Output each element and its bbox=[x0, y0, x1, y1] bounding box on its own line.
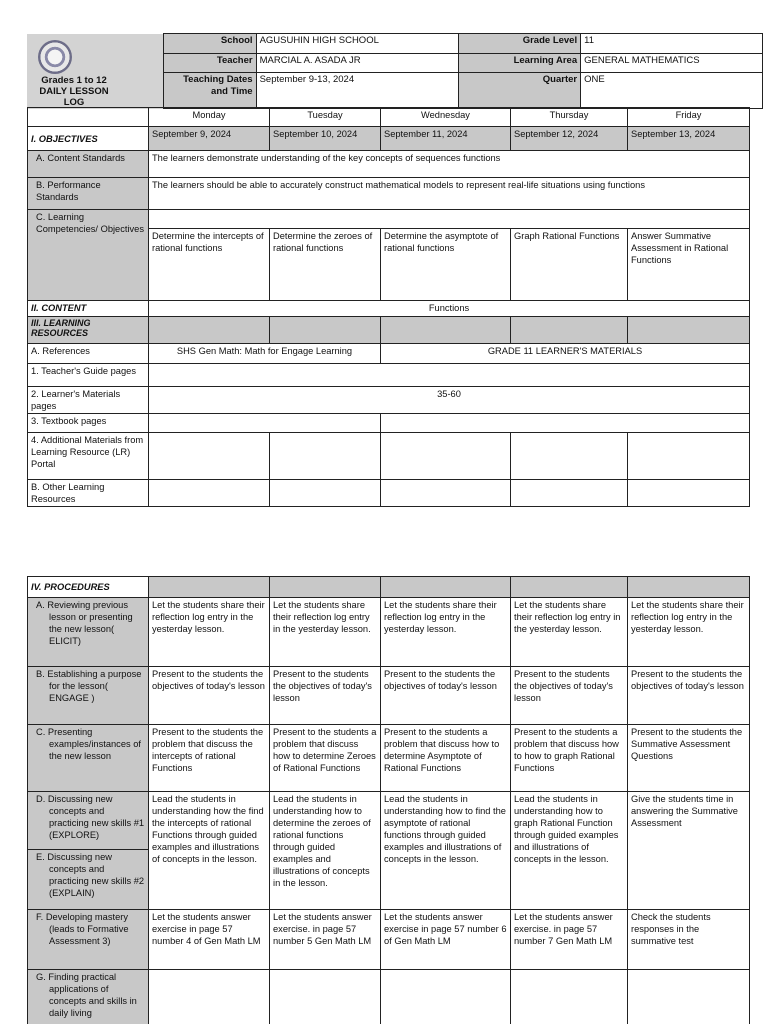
row-label: Content Standards bbox=[47, 153, 125, 163]
additional-materials-thursday bbox=[511, 433, 628, 480]
row-letter: C. bbox=[36, 727, 46, 737]
procedures-gray-cell bbox=[381, 577, 511, 598]
procedures-gray-cell bbox=[270, 577, 381, 598]
procedures-gray-cell bbox=[628, 577, 750, 598]
procedure-a-label bbox=[28, 598, 149, 667]
quarter-value: ONE bbox=[581, 73, 763, 109]
date-wednesday: September 11, 2024 bbox=[381, 127, 511, 151]
deped-seal-icon bbox=[38, 40, 72, 74]
procedure-c-wednesday: Present to the students a problem that discuss how to determine Asymptote of Rational Functions bbox=[381, 725, 511, 792]
procedure-f-friday: Check the students responses in the summative test bbox=[628, 910, 750, 970]
procedure-b-tuesday: Present to the students the objectives of today's lesson bbox=[270, 667, 381, 725]
row-label: Reviewing previous lesson or presenting the new lesson( ELICIT) bbox=[47, 600, 133, 646]
procedure-c-monday: Present to the students the problem that discuss the intercepts of rational Functions bbox=[149, 725, 270, 792]
procedure-de-wednesday: Lead the students in understanding how to find the asymptote of rational functions through guided examples and illustrations of concepts in the lesson. bbox=[381, 792, 511, 910]
procedure-de-friday: Give the students time in answering the Summative Assessment bbox=[628, 792, 750, 910]
learning-area-label: Learning Area bbox=[458, 53, 581, 73]
teachers-guide-label: 1. Teacher's Guide pages bbox=[28, 364, 149, 387]
additional-materials-friday bbox=[628, 433, 750, 480]
performance-standards-text: The learners should be able to accurately construct mathematical models to represent real-life situations using functions bbox=[149, 178, 750, 210]
competency-wednesday: Determine the asymptote of rational functions bbox=[381, 229, 511, 301]
competency-monday: Determine the intercepts of rational functions bbox=[149, 229, 270, 301]
date-friday: September 13, 2024 bbox=[628, 127, 750, 151]
additional-materials-label: 4. Additional Materials from Learning Resource (LR) Portal bbox=[28, 433, 149, 480]
teaching-dates-label bbox=[164, 73, 256, 109]
row-letter: B. bbox=[36, 180, 45, 190]
header-title-cell bbox=[27, 34, 164, 109]
teacher-value: MARCIAL A. ASADA JR bbox=[256, 53, 458, 73]
teacher-label: Teacher bbox=[164, 53, 256, 73]
date-monday: September 9, 2024 bbox=[149, 127, 270, 151]
procedure-c-label bbox=[28, 725, 149, 792]
school-value: AGUSUHIN HIGH SCHOOL bbox=[256, 34, 458, 54]
procedures-gray-cell bbox=[511, 577, 628, 598]
procedure-f-tuesday: Let the students answer exercise. in page 57 number 5 Gen Math LM bbox=[270, 910, 381, 970]
procedure-c-tuesday: Present to the students a problem that discuss how to determine Zeroes of Rational Functions bbox=[270, 725, 381, 792]
dll-title-line: LOG bbox=[63, 96, 85, 108]
teaching-dates-value: September 9-13, 2024 bbox=[256, 73, 458, 109]
procedure-f-thursday: Let the students answer exercise. in page 57 number 7 Gen Math LM bbox=[511, 910, 628, 970]
day-header-tuesday: Tuesday bbox=[270, 108, 381, 127]
procedure-a-wednesday: Let the students share their reflection log entry in the yesterday lesson. bbox=[381, 598, 511, 667]
learners-materials-pages: 35-60 bbox=[149, 387, 750, 414]
lesson-plan-table bbox=[27, 107, 750, 507]
procedure-g-wednesday bbox=[381, 970, 511, 1024]
procedure-c-thursday: Present to the students a problem that discuss how to how to graph Rational Functions bbox=[511, 725, 628, 792]
other-resources-monday bbox=[149, 480, 270, 507]
additional-materials-monday bbox=[149, 433, 270, 480]
other-resources-thursday bbox=[511, 480, 628, 507]
teaching-dates-label-line: Teaching Dates bbox=[183, 74, 253, 86]
other-resources-label: B. Other Learning Resources bbox=[28, 480, 149, 507]
textbook-pages-value bbox=[149, 414, 381, 433]
textbook-pages-value bbox=[381, 414, 750, 433]
content-text: Functions bbox=[149, 301, 750, 317]
date-tuesday: September 10, 2024 bbox=[270, 127, 381, 151]
resources-gray-cell bbox=[270, 317, 381, 344]
procedure-b-wednesday: Present to the students the objectives of today's lesson bbox=[381, 667, 511, 725]
procedures-heading: IV. PROCEDURES bbox=[28, 577, 149, 598]
procedure-a-thursday: Let the students share their reflection log entry in the yesterday lesson. bbox=[511, 598, 628, 667]
dll-title-line: Grades 1 to 12 bbox=[41, 74, 107, 86]
dll-title bbox=[30, 75, 118, 108]
textbook-pages-label: 3. Textbook pages bbox=[28, 414, 149, 433]
procedure-b-friday: Present to the students the objectives of today's lesson bbox=[628, 667, 750, 725]
procedure-f-monday: Let the students answer exercise in page 57 number 4 of Gen Math LM bbox=[149, 910, 270, 970]
grade-level-value: 11 bbox=[581, 34, 763, 54]
day-header-friday: Friday bbox=[628, 108, 750, 127]
content-standards-text: The learners demonstrate understanding of the key concepts of sequences functions bbox=[149, 151, 750, 178]
row-label: Learning Competencies/ Objectives bbox=[36, 212, 144, 234]
competency-thursday: Graph Rational Functions bbox=[511, 229, 628, 301]
quarter-label: Quarter bbox=[458, 73, 581, 109]
procedure-c-friday: Present to the students the Summative Assessment Questions bbox=[628, 725, 750, 792]
procedure-f-wednesday: Let the students answer exercise in page 57 number 6 of Gen Math LM bbox=[381, 910, 511, 970]
procedure-d-label bbox=[28, 792, 149, 850]
row-letter: C. bbox=[36, 212, 46, 222]
row-label: Finding practical applications of concepts and skills in daily living bbox=[48, 972, 137, 1018]
learning-area-value: GENERAL MATHEMATICS bbox=[581, 53, 763, 73]
procedure-g-thursday bbox=[511, 970, 628, 1024]
row-label: Discussing new concepts and practicing new skills #2 (EXPLAIN) bbox=[47, 852, 145, 898]
row-letter: A. bbox=[36, 153, 45, 163]
additional-materials-tuesday bbox=[270, 433, 381, 480]
procedures-gray-cell bbox=[149, 577, 270, 598]
procedure-de-tuesday: Lead the students in understanding how to determine the zeroes of rational functions through guided examples and illustrations of concepts in the lesson. bbox=[270, 792, 381, 910]
other-resources-wednesday bbox=[381, 480, 511, 507]
procedure-g-tuesday bbox=[270, 970, 381, 1024]
dll-title-line: DAILY LESSON bbox=[39, 85, 109, 97]
resources-gray-cell bbox=[628, 317, 750, 344]
row-label: Performance Standards bbox=[36, 180, 101, 202]
procedure-a-tuesday: Let the students share their reflection log entry in the yesterday lesson. bbox=[270, 598, 381, 667]
objectives-heading: I. OBJECTIVES bbox=[28, 127, 149, 151]
teachers-guide-value bbox=[149, 364, 750, 387]
resources-gray-cell bbox=[511, 317, 628, 344]
row-label: Establishing a purpose for the lesson( ENGAGE ) bbox=[47, 669, 142, 703]
performance-standards-label bbox=[28, 178, 149, 210]
day-header-wednesday: Wednesday bbox=[381, 108, 511, 127]
grade-level-label: Grade Level bbox=[458, 34, 581, 54]
content-heading: II. CONTENT bbox=[28, 301, 149, 317]
date-thursday: September 12, 2024 bbox=[511, 127, 628, 151]
dll-header bbox=[27, 33, 763, 108]
row-letter: F. bbox=[36, 912, 44, 922]
procedure-g-friday bbox=[628, 970, 750, 1024]
references-right: GRADE 11 LEARNER'S MATERIALS bbox=[381, 344, 750, 364]
content-standards-label bbox=[28, 151, 149, 178]
row-letter: A. bbox=[36, 600, 45, 610]
day-header-thursday: Thursday bbox=[511, 108, 628, 127]
row-letter: B. bbox=[36, 669, 45, 679]
competency-tuesday: Determine the zeroes of rational functions bbox=[270, 229, 381, 301]
procedure-g-monday bbox=[149, 970, 270, 1024]
competencies-label bbox=[28, 210, 149, 301]
other-resources-tuesday bbox=[270, 480, 381, 507]
row-label: Discussing new concepts and practicing new skills #1 (EXPLORE) bbox=[47, 794, 145, 840]
resources-heading: III. LEARNING RESOURCES bbox=[28, 317, 149, 344]
row-label: Presenting examples/instances of the new lesson bbox=[47, 727, 141, 761]
teaching-dates-label-line: and Time bbox=[211, 86, 253, 98]
row-label: Developing mastery (leads to Formative Assessment 3) bbox=[45, 912, 129, 946]
row-letter: G. bbox=[36, 972, 46, 982]
procedure-a-friday: Let the students share their reflection log entry in the yesterday lesson. bbox=[628, 598, 750, 667]
procedures-table bbox=[27, 576, 750, 1024]
competency-friday: Answer Summative Assessment in Rational Functions bbox=[628, 229, 750, 301]
competencies-spacer bbox=[149, 210, 750, 229]
references-left: SHS Gen Math: Math for Engage Learning bbox=[149, 344, 381, 364]
learners-materials-label: 2. Learner's Materials pages bbox=[28, 387, 149, 414]
procedure-a-monday: Let the students share their reflection log entry in the yesterday lesson. bbox=[149, 598, 270, 667]
other-resources-friday bbox=[628, 480, 750, 507]
procedure-e-label bbox=[28, 850, 149, 910]
row-letter: E. bbox=[36, 852, 45, 862]
procedure-b-label bbox=[28, 667, 149, 725]
day-header-monday: Monday bbox=[149, 108, 270, 127]
corner-cell bbox=[28, 108, 149, 127]
resources-gray-cell bbox=[149, 317, 270, 344]
procedure-b-monday: Present to the students the objectives of today's lesson bbox=[149, 667, 270, 725]
procedure-f-label bbox=[28, 910, 149, 970]
additional-materials-wednesday bbox=[381, 433, 511, 480]
procedure-de-thursday: Lead the students in understanding how to graph Rational Function through guided examples and illustrations of concepts in the lesson. bbox=[511, 792, 628, 910]
row-letter: D. bbox=[36, 794, 46, 804]
references-label: A. References bbox=[28, 344, 149, 364]
procedure-de-monday: Lead the students in understanding how the find the intercepts of rational Functions through guided examples and illustrations of concepts in the lesson. bbox=[149, 792, 270, 910]
resources-gray-cell bbox=[381, 317, 511, 344]
procedure-g-label bbox=[28, 970, 149, 1024]
school-label: School bbox=[164, 34, 256, 54]
procedure-b-thursday: Present to the students the objectives of today's lesson bbox=[511, 667, 628, 725]
